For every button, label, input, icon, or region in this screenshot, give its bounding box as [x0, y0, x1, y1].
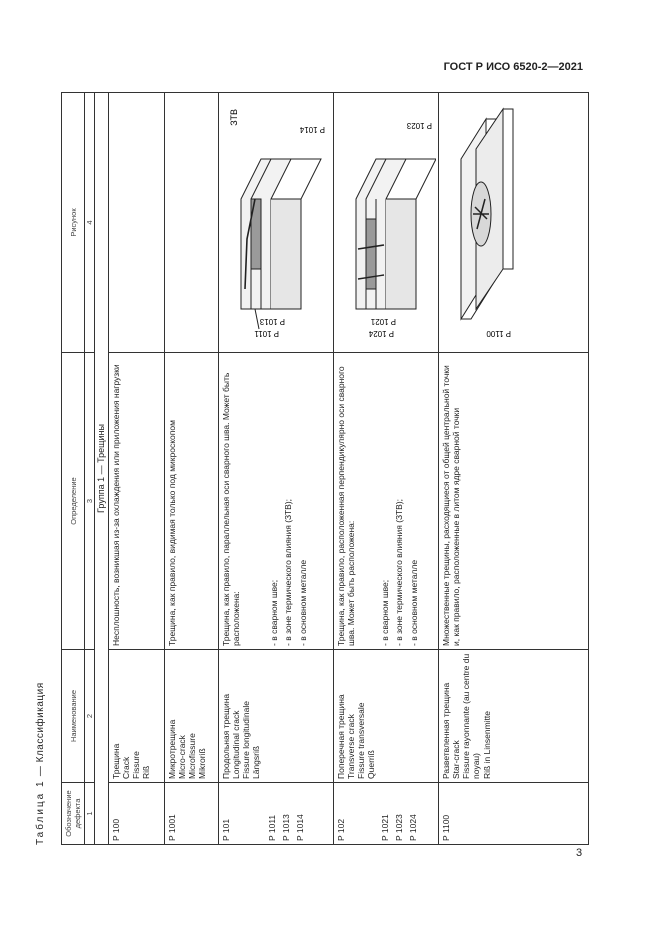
name-ru: Трещина [110, 743, 121, 779]
definition-text: Множественные трещины, расходящиеся от общей центральной точки и, как правило, расположенные в литом ядре сварной точки [440, 365, 461, 646]
figure-label: P 1011 [254, 329, 279, 338]
definition-item: - в основном металле [297, 559, 308, 646]
sub-code: P 1011 [266, 814, 277, 841]
defect-code [333, 783, 438, 845]
defect-definition [333, 353, 438, 650]
code-text: P 100 [110, 818, 121, 841]
defect-definition [164, 353, 218, 650]
defect-code [164, 783, 218, 845]
classification-table [61, 92, 589, 845]
standard-designation: ГОСТ Р ИСО 6520-2—2021 [443, 61, 583, 73]
col-number: 2 [85, 650, 95, 783]
table-row [333, 93, 438, 845]
figure-label: P 1024 [368, 329, 394, 338]
col-number: 3 [85, 353, 95, 650]
defect-name [333, 650, 438, 783]
col-header-definition: Определение [62, 353, 85, 650]
table-row [218, 93, 333, 845]
code-text: P 1001 [166, 814, 177, 841]
definition-item: - в зоне термического влияния (ЗТВ); [283, 498, 294, 646]
sub-code: P 1021 [379, 814, 390, 841]
col-number: 1 [85, 783, 95, 845]
defect-name [218, 650, 333, 783]
table-row [164, 93, 218, 845]
table-row [108, 93, 164, 845]
name-en: Star-crack [450, 740, 461, 779]
name-en: Longitudinal crack [230, 710, 241, 779]
zone-label: ЗТВ [228, 109, 239, 126]
figure-star-crack [438, 93, 588, 353]
name-en: Micro-crack [176, 735, 187, 779]
sub-code: P 1014 [295, 814, 306, 841]
name-de: Querriß [366, 750, 377, 779]
figure-label: P 1013 [259, 317, 285, 326]
name-fr: Fissure transversale [356, 702, 367, 779]
table-caption [35, 682, 46, 845]
definition-item: - в сварном шве; [380, 579, 391, 646]
defect-definition [218, 353, 333, 650]
definition-text: Трещина, как правило, параллельная оси сварного шва. Может быть расположена: [220, 372, 241, 646]
transverse-crack-diagram [336, 95, 436, 349]
defect-code [218, 783, 333, 845]
name-ru: Продольная трещина [220, 693, 231, 779]
group-title: Группа 1 — Трещины [95, 93, 109, 845]
figure-transverse-crack [333, 93, 438, 353]
page-number: 3 [576, 847, 583, 859]
figure-label: P 1021 [370, 317, 396, 326]
name-de: Riß in Linsenmitte [481, 710, 492, 779]
name-ru: Поперечная трещина [335, 694, 346, 779]
name-fr: Fissure [131, 751, 142, 779]
name-fr: Microfissure [187, 733, 198, 779]
name-fr: Fissure longitudinale [241, 701, 252, 779]
defect-name [108, 650, 164, 783]
defect-code [438, 783, 588, 845]
table-caption-title: — Классификация [35, 682, 46, 780]
sub-code: P 1013 [281, 814, 292, 841]
definition-text: Трещина, как правило, расположенная перпендикулярно оси сварного шва. Может быть расположена: [335, 366, 356, 646]
name-fr: Fissure rayonnante (au centre du noyau) [461, 653, 482, 779]
name-de: Längsriß [251, 745, 262, 779]
code-text: P 102 [335, 818, 346, 841]
longitudinal-crack-diagram [221, 95, 331, 349]
col-header-figure: Рисунок [62, 93, 85, 353]
figure-cell-empty [108, 93, 164, 353]
sub-code: P 1023 [394, 814, 405, 841]
defect-definition [438, 353, 588, 650]
figure-longitudinal-crack [218, 93, 333, 353]
name-en: Transverse crack [345, 714, 356, 779]
col-header-code: Обозначение дефекта [62, 783, 85, 845]
defect-name [438, 650, 588, 783]
sub-code: P 1024 [408, 814, 419, 841]
figure-label: P 1100 [486, 329, 511, 338]
code-text: P 1100 [440, 814, 451, 841]
figure-label: P 1023 [406, 121, 432, 130]
defect-definition [108, 353, 164, 650]
definition-item: - в основном металле [408, 559, 419, 646]
figure-cell-empty [164, 93, 218, 353]
figure-label: P 1014 [299, 125, 325, 134]
code-text: P 101 [220, 818, 231, 841]
col-header-name: Наименование [62, 650, 85, 783]
col-number: 4 [85, 93, 95, 353]
definition-text: Несплошность, возникшая из-за охлаждения или приложения нагрузки [110, 364, 121, 646]
table-caption-prefix: Таблица 1 [35, 779, 46, 845]
header-row [62, 93, 85, 845]
rotated-table-block [35, 93, 589, 845]
defect-code [108, 783, 164, 845]
definition-item: - в зоне термического влияния (ЗТВ); [394, 498, 405, 646]
column-number-row [85, 93, 95, 845]
name-de: Mikroriß [197, 748, 208, 779]
name-de: Riß [141, 765, 152, 779]
star-crack-diagram [441, 95, 537, 349]
group-row [95, 93, 109, 845]
definition-text: Трещина, как правило, видимая только под микроскопом [166, 420, 177, 646]
name-en: Crack [120, 756, 131, 779]
definition-item: - в сварном шве; [269, 579, 280, 646]
name-ru: Разветвленная трещина [440, 682, 451, 779]
name-ru: Микротрещина [166, 719, 177, 779]
table-row [438, 93, 588, 845]
defect-name [164, 650, 218, 783]
